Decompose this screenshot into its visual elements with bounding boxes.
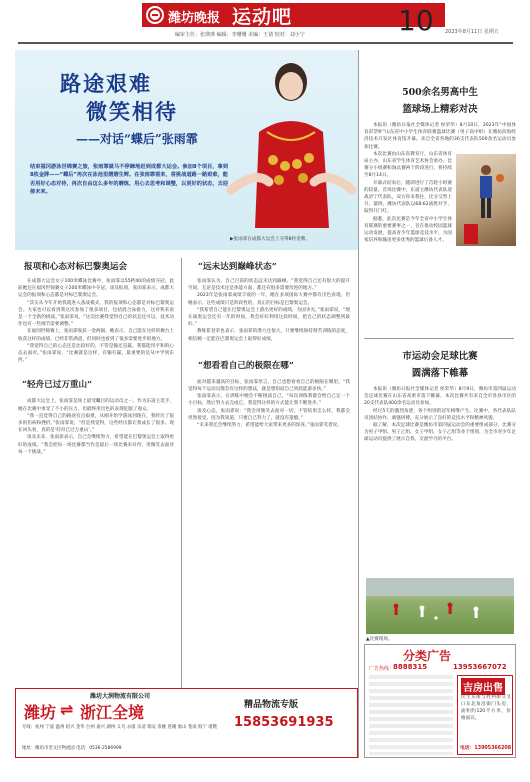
classified-listings — [369, 675, 453, 755]
photo-caption: ▶张雨霏在成都大运会上夺得8枚金牌。 — [230, 237, 310, 242]
col2-heading2: “想看看自己的极限在哪” — [198, 360, 294, 371]
athlete-photo — [225, 52, 358, 228]
logistics-arrow-icon: ⇌ — [60, 700, 74, 719]
col1-para: “我一直觉得自己的路途有点艰难，从刚开始学游泳到现在，我经历了很多的伤病和挫折。”张雨霏说，“但是我觉得，这些经历都让我成长了很多。现在回头看，真的是‘轻舟已过万重山’。” — [18, 413, 174, 434]
right-story2-body — [364, 386, 516, 444]
football-photo — [366, 578, 514, 634]
col2-para: 2023年是张雨霏成绩丰收的一年，她在多项国际大赛中都有出色表现。但她表示，这些成绩只是阶段性的，真正的目标是巴黎奥运会。 — [188, 293, 350, 306]
col2-body — [188, 278, 350, 343]
right-story-divider — [364, 338, 514, 339]
col2-para: 谈及心态，张雨霏说：“我会用微笑去面对一切，不管结果怎么样，我都会坦然接受。因为我知道，只要自己努力了，就没有遗憾。” — [188, 408, 350, 421]
masthead — [0, 0, 530, 48]
feature-intro: 结束福冈游泳世锦赛之旅，张雨霏就马不停蹄地赶到成都大运会。参加8个项目，拿到8枚金牌——“蝶后”再次在泳池里熠熠生辉。在张雨霏看来，将挑战道路一路艰难，能否用好心态对待，再次自由这么多年的磨炼，用心去思考和调整，以更好的状态，去迎接未来。 — [30, 164, 228, 196]
col1-para: 在福冈世锦赛上，张雨霏收获一金两铜。她表示，自己能在这样的舞台上收获这样的成绩，已经非常满意，但同时也看到了很多需要进步的地方。 — [18, 329, 174, 342]
right-para: 本次比赛由山东省教育厅、山东省体育局主办，山东省学生体育艺术协会承办。比赛分小组赛和淘汰赛两个阶段进行，将持续至8月14日。 — [364, 151, 452, 179]
logistics-company: 潍坊大润物流有限公司 — [90, 693, 151, 700]
classified-phone2: 13953667072 — [453, 663, 507, 671]
col2-heading: “远未达到巅峰状态” — [198, 262, 277, 272]
col1-heading: 报项和心态对标巴黎奥运会 — [24, 262, 128, 272]
right-headline2: 篮球场上精彩对决 — [402, 104, 478, 115]
staff-line: 编审主任：张瑛瑛 编辑：李珊珊 美编：王倩 校对：刘小宁 — [175, 32, 305, 38]
right-para: 开幕式结束后，随即进行了首轮小组赛的较量。首场比赛中，东道主潍坊代表队迎战济宁代表队，双方你来我往，比分交替上升。最终，潍坊代表队以68:62战胜对手，取得开门红。 — [364, 180, 452, 215]
classified-title: 分类广告 — [403, 649, 452, 663]
right-para: 本报讯（潍坊日报社全媒体记者 侯荣华）8月10日，2023年“中国体育彩票杯”山东省中小学生体育联赛篮球比赛（男子高中组）在潍坊滨海经济技术开发区体育馆开幕。来自全省各地的36支代表队500余名运动员参加比赛。 — [364, 123, 516, 150]
rent-ad-box — [457, 675, 513, 755]
col1-body2 — [18, 398, 174, 456]
section-title: 运动吧 — [232, 6, 293, 28]
feature-title-line1: 路途艰难 — [60, 72, 152, 96]
rent-title: 吉房出售 — [461, 678, 505, 695]
logistics-info: 专线：杭州 宁波 温州 绍兴 金华 台州 嘉兴 湖州 义乌 永康 乐清 瑞安 余姚 慈溪 象山 苍南 海宁 诸暨 — [22, 725, 217, 730]
classified-phone-label: 广告热线： — [369, 666, 395, 672]
feature-dialog-line: ——对话“蝶后”张雨霏 — [76, 132, 198, 146]
right-para: 经过5天的激烈角逐，各个组别的冠军相继产生。比赛中，各代表队队员团结协作、顽强拼搏，充分展示了良好的竞技水平和精神风貌。 — [364, 408, 516, 421]
right-para: 据了解，本次足球比赛是潍坊市第四届运动会的重要组成部分，比赛分为男子甲组、男子乙组、女子甲组、女子乙组等多个组别，为全市青少年足球运动员提供了展示自我、交流学习的平台。 — [364, 423, 516, 443]
feature-col2 — [188, 256, 350, 758]
logistics-slogan: 精品物流专版 — [244, 700, 299, 710]
athlete-illustration — [225, 52, 358, 228]
logistics-phone: 15853691935 — [234, 715, 334, 730]
right-headline1: 500余名男高中生 — [402, 87, 478, 98]
logistics-route-origin: 潍坊 — [24, 703, 57, 722]
feature-divider-right — [358, 50, 359, 758]
logistics-ad — [15, 688, 358, 758]
right-story1 — [364, 54, 516, 336]
col2-para: 面对越来越高的目标，张雨霏坦言，自己也想看看自己的极限在哪里。“我觉得每个运动员都会有这样的想法，就是想知道自己到底能游多快。” — [188, 379, 350, 393]
logistics-route-dest: 浙江全境 — [80, 703, 145, 722]
rent-text: 民生东街与胜利街交叉口东北角沿街门头房，面积约120平方米，价格面议。 — [461, 695, 511, 721]
column-divider — [181, 258, 182, 756]
col1-para: “我觉得自己的心态还是比较好的，不管是输还是赢，我都能用平和的心态去面对。”张雨霏说，“比赛就是这样，有输有赢，最重要的是从中学到东西。” — [18, 343, 174, 364]
right-para: 本报讯（潍坊日报社全媒体记者 侯荣华）8月9日，潍坊市第四届运动会足球比赛在山东省高密市落下帷幕。本次比赛共有来自全市各县市区的20支代表队400余名运动员参加。 — [364, 387, 516, 407]
feature-col1 — [18, 256, 174, 758]
date-line: 2023年8月11日 星期五 — [445, 29, 499, 35]
right-headline4: 圆满落下帷幕 — [411, 368, 469, 379]
col2-para: 教练崔登荣也表示，张雨霏的潜力还很大，只要继续保持刻苦训练的态度，相信她一定能在巴黎奥运会上取得好成绩。 — [188, 329, 350, 342]
basketball-photo — [456, 154, 516, 246]
col1-para: 在成都大运会女子100米蝶泳比赛中，张雨霏以55秒40的成绩夺冠，此前她还在福冈世锦赛女子200米蝶泳中夺冠。谈及报项，张雨霏表示，成都大运会的报项和心态都是对标巴黎奥运会。 — [18, 279, 174, 299]
feature-title-line2: 微笑相待 — [86, 100, 178, 124]
col1-para: “其实从今年开始我就进入备战模式，我的报项和心态都是对标巴黎奥运会。大家也可以看到我这次参加了很多项目，包括混合泳接力，这对我来说是一个全新的挑战。”张雨霏说，“这次比赛我觉得自己的状态还可以，技术动作也有一些细节需要调整。” — [18, 300, 174, 328]
classified-ads — [364, 644, 516, 758]
classified-phone: 8888315 — [393, 663, 428, 671]
right-para: 据悉，此次比赛是今年全省中小学生体育联赛的重要赛事之一，旨在推动校园篮球运动发展，提高青少年篮球竞技水平，为国家培养和输送更多优秀的篮球后备人才。 — [364, 216, 452, 244]
right-story1-body — [364, 122, 516, 244]
col2-para: “未来我还会继续努力，希望能给大家带来更多的惊喜。”张雨霏笑着说。 — [197, 423, 342, 429]
col2-para: “我希望自己能在巴黎奥运会上游出更好的成绩，为国争光。”张雨霏说，“现在离奥运会还有一年的时间，我会好好利用这段时间，把自己的状态调整到最好。” — [188, 307, 350, 328]
football-photo-caption: ▲比赛现场。 — [366, 637, 393, 642]
page-number: 10 — [398, 4, 434, 37]
basketball-action-illustration — [456, 154, 516, 246]
col2-para: 张雨霏认为，自己目前的状态远未达到巅峰。“我觉得自己还有很大的提升空间，无论是技术还是体能方面，都还有很多需要改进的地方。” — [188, 279, 350, 292]
col1-body — [18, 278, 174, 364]
logo-emblem-icon — [146, 6, 164, 24]
logo-text: 潍坊晚报 — [168, 11, 221, 26]
col1-para: 谈及未来，张雨霏表示，自己会继续努力，希望能在巴黎奥运会上取得更好的成绩。“我会把每一场比赛都当作是最后一场比赛来对待，用微笑去面对每一个挑战。” — [18, 435, 174, 455]
col2-para: 张雨霏表示，在训练中她会不断挑战自己，“每次训练我都会给自己定一个小目标，然后努力去完成它。我觉得这样的方式能让我不断进步。” — [188, 394, 350, 407]
logistics-address: 地址：潍坊市奎文区物流园 电话：0536-2586999 — [22, 746, 122, 751]
col1-para: 成都大运会上，张雨霏是场上最受瞩目的运动员之一。作为东道主选手，她在比赛中承受了不小的压力，但最终用出色的表现征服了观众。 — [18, 399, 174, 412]
col2-body2 — [188, 379, 350, 429]
football-field-illustration — [366, 578, 514, 634]
right-story2 — [364, 342, 516, 574]
rent-phone: 电话：13905366208 — [460, 746, 512, 751]
masthead-rule — [18, 42, 513, 44]
col1-heading2: “轻舟已过万重山” — [22, 380, 93, 391]
right-headline3: 市运动会足球比赛 — [402, 351, 478, 362]
